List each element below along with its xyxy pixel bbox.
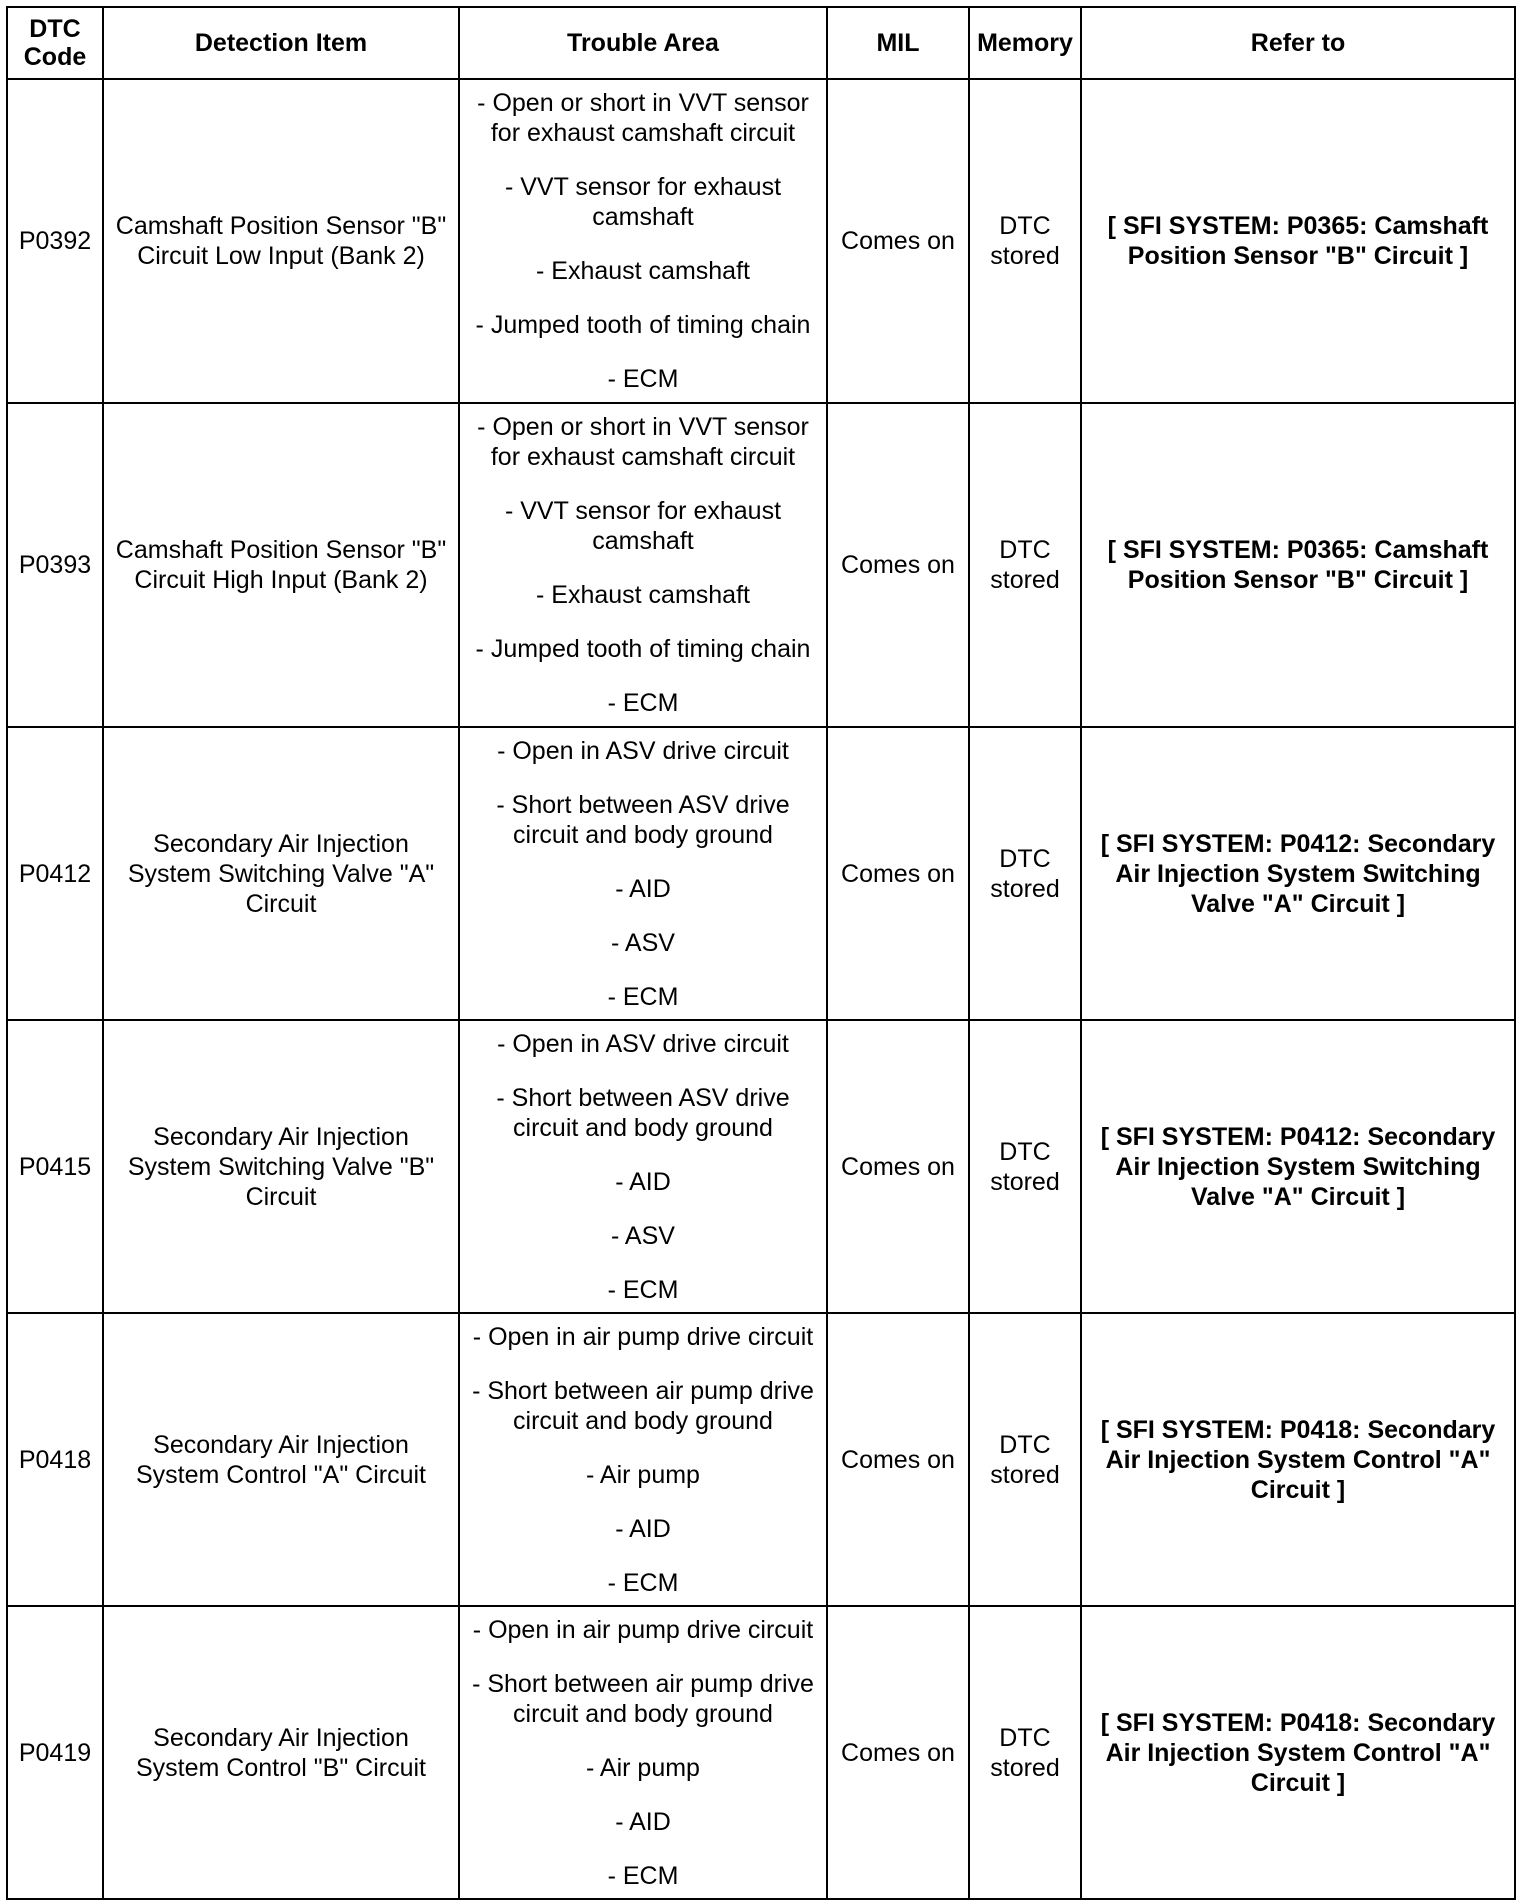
trouble-area-item: - VVT sensor for exhaust camshaft bbox=[504, 497, 782, 555]
refer-to-cell: [ SFI SYSTEM: P0365: Camshaft Position Sensor "B" Circuit ] bbox=[1081, 403, 1515, 727]
trouble-area-item: - Open or short in VVT sensor for exhaust camshaft circuit bbox=[477, 413, 809, 471]
refer-to-cell: [ SFI SYSTEM: P0412: Secondary Air Injection System Switching Valve "A" Circuit ] bbox=[1081, 727, 1515, 1020]
table-row bbox=[7, 79, 1515, 403]
trouble-area-item: - ECM bbox=[607, 1568, 679, 1597]
table-row bbox=[7, 727, 1515, 1020]
table-row bbox=[7, 403, 1515, 727]
trouble-area-item: - Open in air pump drive circuit bbox=[472, 1322, 814, 1351]
detection-item-cell: Camshaft Position Sensor "B" Circuit Low Input (Bank 2) bbox=[103, 79, 459, 403]
trouble-area-item: - Open or short in VVT sensor for exhaust camshaft circuit bbox=[477, 89, 809, 147]
trouble-area-item: - Exhaust camshaft bbox=[536, 581, 750, 609]
memory-cell: DTC stored bbox=[969, 403, 1081, 727]
dtc-code-cell: P0392 bbox=[7, 79, 103, 403]
dtc-code-cell: P0393 bbox=[7, 403, 103, 727]
trouble-area-cell bbox=[459, 1606, 827, 1899]
trouble-area-cell bbox=[459, 79, 827, 403]
detection-item-cell: Secondary Air Injection System Switching Valve "A" Circuit bbox=[103, 727, 459, 1020]
trouble-area-item: - ECM bbox=[607, 1275, 679, 1304]
trouble-area-item: - AID bbox=[615, 874, 671, 903]
trouble-area-item: - ASV bbox=[611, 1221, 675, 1250]
trouble-area-item: - ECM bbox=[607, 689, 679, 717]
memory-cell: DTC stored bbox=[969, 1020, 1081, 1313]
trouble-area-item: - Short between ASV drive circuit and body ground bbox=[496, 1083, 790, 1142]
refer-to-cell: [ SFI SYSTEM: P0418: Secondary Air Injection System Control "A" Circuit ] bbox=[1081, 1606, 1515, 1899]
mil-cell: Comes on bbox=[827, 1313, 969, 1606]
mil-cell: Comes on bbox=[827, 1606, 969, 1899]
memory-cell: DTC stored bbox=[969, 1313, 1081, 1606]
mil-cell: Comes on bbox=[827, 79, 969, 403]
detection-item-cell: Secondary Air Injection System Control "A" Circuit bbox=[103, 1313, 459, 1606]
trouble-area-item: - AID bbox=[615, 1807, 671, 1836]
header-row bbox=[7, 7, 1515, 79]
detection-item-cell: Secondary Air Injection System Control "B" Circuit bbox=[103, 1606, 459, 1899]
trouble-area-item: - Open in ASV drive circuit bbox=[497, 736, 789, 765]
trouble-area-item: - Air pump bbox=[586, 1460, 700, 1489]
trouble-area-cell bbox=[459, 1313, 827, 1606]
trouble-area-item: - Open in ASV drive circuit bbox=[497, 1029, 789, 1058]
trouble-area-cell bbox=[459, 403, 827, 727]
dtc-code-cell: P0415 bbox=[7, 1020, 103, 1313]
table-row bbox=[7, 1313, 1515, 1606]
trouble-area-item: - Open in air pump drive circuit bbox=[472, 1615, 814, 1644]
trouble-area-item: - Exhaust camshaft bbox=[536, 257, 750, 285]
dtc-table bbox=[6, 6, 1516, 1900]
header-memory: Memory bbox=[969, 7, 1081, 79]
trouble-area-item: - ASV bbox=[611, 928, 675, 957]
trouble-area-cell bbox=[459, 727, 827, 1020]
header-refer-to: Refer to bbox=[1081, 7, 1515, 79]
trouble-area-item: - Jumped tooth of timing chain bbox=[475, 311, 811, 339]
refer-to-cell: [ SFI SYSTEM: P0412: Secondary Air Injection System Switching Valve "A" Circuit ] bbox=[1081, 1020, 1515, 1313]
table-row bbox=[7, 1020, 1515, 1313]
dtc-code-cell: P0419 bbox=[7, 1606, 103, 1899]
header-detection-item: Detection Item bbox=[103, 7, 459, 79]
dtc-code-cell: P0412 bbox=[7, 727, 103, 1020]
mil-cell: Comes on bbox=[827, 727, 969, 1020]
trouble-area-item: - Air pump bbox=[586, 1753, 700, 1782]
table-header bbox=[7, 7, 1515, 79]
detection-item-cell: Secondary Air Injection System Switching Valve "B" Circuit bbox=[103, 1020, 459, 1313]
detection-item-cell: Camshaft Position Sensor "B" Circuit High Input (Bank 2) bbox=[103, 403, 459, 727]
mil-cell: Comes on bbox=[827, 1020, 969, 1313]
refer-to-cell: [ SFI SYSTEM: P0365: Camshaft Position Sensor "B" Circuit ] bbox=[1081, 79, 1515, 403]
trouble-area-item: - AID bbox=[615, 1167, 671, 1196]
mil-cell: Comes on bbox=[827, 403, 969, 727]
trouble-area-item: - AID bbox=[615, 1514, 671, 1543]
refer-to-cell: [ SFI SYSTEM: P0418: Secondary Air Injection System Control "A" Circuit ] bbox=[1081, 1313, 1515, 1606]
table-body bbox=[7, 79, 1515, 1899]
trouble-area-item: - Short between air pump drive circuit and body ground bbox=[472, 1376, 814, 1435]
trouble-area-item: - VVT sensor for exhaust camshaft bbox=[504, 173, 782, 231]
header-dtc-code: DTC Code bbox=[7, 7, 103, 79]
trouble-area-cell bbox=[459, 1020, 827, 1313]
trouble-area-item: - Short between ASV drive circuit and body ground bbox=[496, 790, 790, 849]
dtc-code-cell: P0418 bbox=[7, 1313, 103, 1606]
trouble-area-item: - Jumped tooth of timing chain bbox=[475, 635, 811, 663]
trouble-area-item: - ECM bbox=[607, 1861, 679, 1890]
trouble-area-item: - Short between air pump drive circuit and body ground bbox=[472, 1669, 814, 1728]
memory-cell: DTC stored bbox=[969, 79, 1081, 403]
header-mil: MIL bbox=[827, 7, 969, 79]
table-row bbox=[7, 1606, 1515, 1899]
trouble-area-item: - ECM bbox=[607, 982, 679, 1011]
memory-cell: DTC stored bbox=[969, 727, 1081, 1020]
memory-cell: DTC stored bbox=[969, 1606, 1081, 1899]
header-trouble-area: Trouble Area bbox=[459, 7, 827, 79]
trouble-area-item: - ECM bbox=[607, 365, 679, 393]
